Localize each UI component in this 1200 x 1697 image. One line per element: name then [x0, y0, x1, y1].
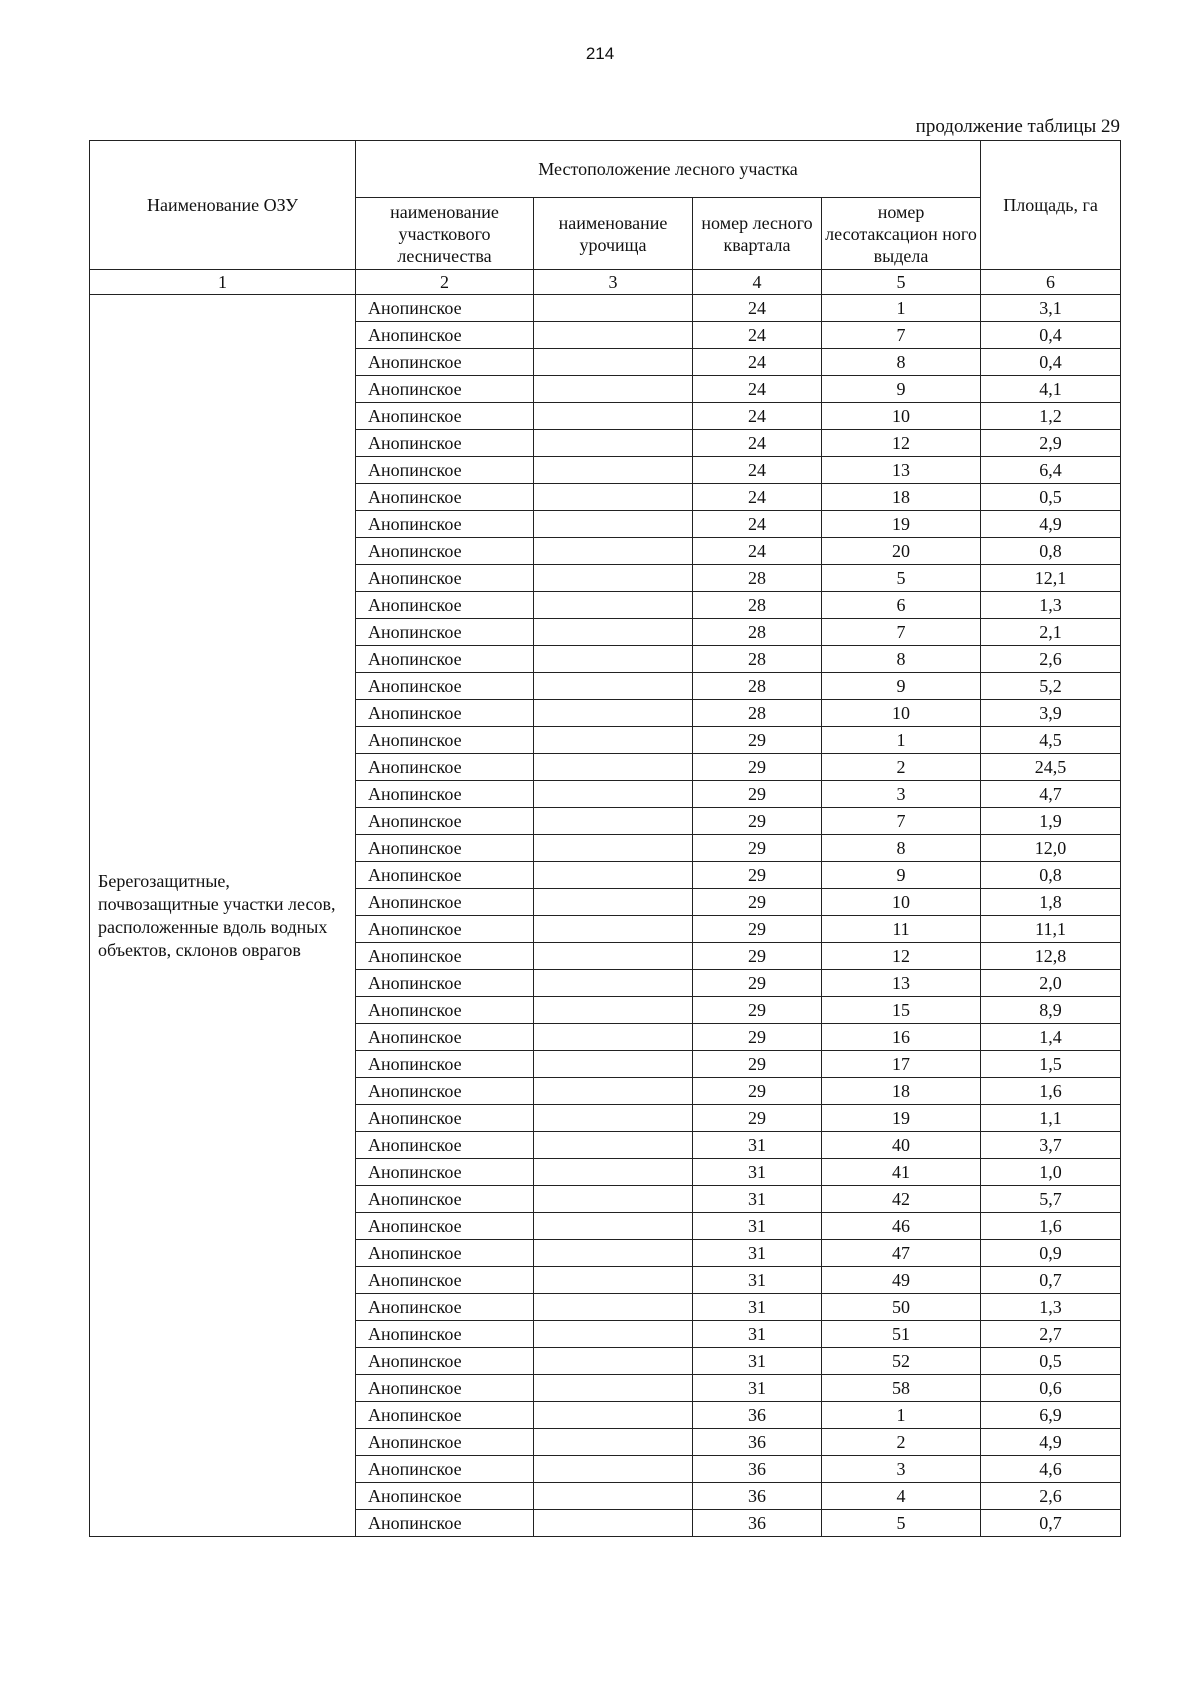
quarter-cell: 24 — [693, 349, 822, 376]
forestry-cell: Анопинское — [356, 1321, 534, 1348]
allotment-cell: 12 — [822, 430, 981, 457]
tract-cell — [534, 1024, 693, 1051]
forestry-cell: Анопинское — [356, 349, 534, 376]
forestry-cell: Анопинское — [356, 1078, 534, 1105]
header-tract-name: наименование урочища — [534, 198, 693, 270]
quarter-cell: 29 — [693, 1051, 822, 1078]
quarter-cell: 29 — [693, 889, 822, 916]
header-allotment-number: номер лесотаксацион ного выдела — [822, 198, 981, 270]
tract-cell — [534, 1429, 693, 1456]
allotment-cell: 18 — [822, 1078, 981, 1105]
page-number: 214 — [585, 44, 615, 63]
forestry-cell: Анопинское — [356, 538, 534, 565]
allotment-cell: 2 — [822, 754, 981, 781]
quarter-cell: 24 — [693, 538, 822, 565]
column-number: 6 — [981, 270, 1121, 295]
allotment-cell: 19 — [822, 511, 981, 538]
allotment-cell: 2 — [822, 1429, 981, 1456]
allotment-cell: 40 — [822, 1132, 981, 1159]
allotment-cell: 12 — [822, 943, 981, 970]
tract-cell — [534, 1510, 693, 1537]
forestry-cell: Анопинское — [356, 430, 534, 457]
quarter-cell: 29 — [693, 781, 822, 808]
tract-cell — [534, 538, 693, 565]
area-cell: 4,5 — [981, 727, 1121, 754]
forestry-cell: Анопинское — [356, 322, 534, 349]
area-cell: 1,1 — [981, 1105, 1121, 1132]
allotment-cell: 20 — [822, 538, 981, 565]
forestry-cell: Анопинское — [356, 484, 534, 511]
area-cell: 0,4 — [981, 322, 1121, 349]
quarter-cell: 31 — [693, 1375, 822, 1402]
area-cell: 0,6 — [981, 1375, 1121, 1402]
forestry-cell: Анопинское — [356, 1024, 534, 1051]
allotment-cell: 6 — [822, 592, 981, 619]
allotment-cell: 50 — [822, 1294, 981, 1321]
forestry-cell: Анопинское — [356, 700, 534, 727]
quarter-cell: 29 — [693, 970, 822, 997]
forestry-cell: Анопинское — [356, 1375, 534, 1402]
area-cell: 1,2 — [981, 403, 1121, 430]
allotment-cell: 13 — [822, 970, 981, 997]
allotment-cell: 3 — [822, 1456, 981, 1483]
quarter-cell: 28 — [693, 700, 822, 727]
allotment-cell: 5 — [822, 1510, 981, 1537]
area-cell: 1,3 — [981, 592, 1121, 619]
allotment-cell: 1 — [822, 295, 981, 322]
tract-cell — [534, 619, 693, 646]
area-cell: 1,5 — [981, 1051, 1121, 1078]
quarter-cell: 36 — [693, 1483, 822, 1510]
tract-cell — [534, 727, 693, 754]
forestry-cell: Анопинское — [356, 457, 534, 484]
forestry-cell: Анопинское — [356, 1105, 534, 1132]
allotment-cell: 8 — [822, 349, 981, 376]
tract-cell — [534, 295, 693, 322]
tract-cell — [534, 376, 693, 403]
tract-cell — [534, 1240, 693, 1267]
forestry-cell: Анопинское — [356, 1159, 534, 1186]
allotment-cell: 10 — [822, 403, 981, 430]
forestry-cell: Анопинское — [356, 403, 534, 430]
quarter-cell: 29 — [693, 1024, 822, 1051]
forestry-cell: Анопинское — [356, 997, 534, 1024]
area-cell: 1,8 — [981, 889, 1121, 916]
tract-cell — [534, 997, 693, 1024]
tract-cell — [534, 484, 693, 511]
area-cell: 1,3 — [981, 1294, 1121, 1321]
header-area: Площадь, га — [981, 141, 1121, 270]
quarter-cell: 24 — [693, 322, 822, 349]
header-quarter-number: номер лесного квартала — [693, 198, 822, 270]
allotment-cell: 1 — [822, 1402, 981, 1429]
area-cell: 0,7 — [981, 1267, 1121, 1294]
quarter-cell: 36 — [693, 1510, 822, 1537]
forestry-cell: Анопинское — [356, 1294, 534, 1321]
area-cell: 12,0 — [981, 835, 1121, 862]
area-cell: 4,7 — [981, 781, 1121, 808]
forestry-cell: Анопинское — [356, 970, 534, 997]
quarter-cell: 24 — [693, 376, 822, 403]
quarter-cell: 29 — [693, 997, 822, 1024]
forestry-cell: Анопинское — [356, 511, 534, 538]
tract-cell — [534, 862, 693, 889]
area-cell: 2,0 — [981, 970, 1121, 997]
quarter-cell: 31 — [693, 1132, 822, 1159]
forestry-cell: Анопинское — [356, 1510, 534, 1537]
area-cell: 1,4 — [981, 1024, 1121, 1051]
allotment-cell: 8 — [822, 835, 981, 862]
allotment-cell: 17 — [822, 1051, 981, 1078]
area-cell: 0,5 — [981, 484, 1121, 511]
forestry-cell: Анопинское — [356, 943, 534, 970]
tract-cell — [534, 349, 693, 376]
tract-cell — [534, 781, 693, 808]
tract-cell — [534, 430, 693, 457]
area-cell: 2,9 — [981, 430, 1121, 457]
area-cell: 3,9 — [981, 700, 1121, 727]
allotment-cell: 18 — [822, 484, 981, 511]
quarter-cell: 31 — [693, 1348, 822, 1375]
forest-plots-table — [89, 140, 1121, 1537]
area-cell: 2,6 — [981, 1483, 1121, 1510]
quarter-cell: 24 — [693, 430, 822, 457]
quarter-cell: 24 — [693, 511, 822, 538]
forestry-cell: Анопинское — [356, 1267, 534, 1294]
area-cell: 1,6 — [981, 1213, 1121, 1240]
forestry-cell: Анопинское — [356, 889, 534, 916]
quarter-cell: 31 — [693, 1159, 822, 1186]
forestry-cell: Анопинское — [356, 1213, 534, 1240]
area-cell: 0,9 — [981, 1240, 1121, 1267]
tract-cell — [534, 1078, 693, 1105]
allotment-cell: 46 — [822, 1213, 981, 1240]
quarter-cell: 29 — [693, 916, 822, 943]
quarter-cell: 31 — [693, 1321, 822, 1348]
table-body — [90, 295, 1121, 1537]
forestry-cell: Анопинское — [356, 727, 534, 754]
header-forestry-name: наименование участкового лесничества — [356, 198, 534, 270]
area-cell: 4,6 — [981, 1456, 1121, 1483]
allotment-cell: 47 — [822, 1240, 981, 1267]
table-continuation-label: продолжение таблицы 29 — [915, 116, 1120, 137]
tract-cell — [534, 1105, 693, 1132]
forestry-cell: Анопинское — [356, 295, 534, 322]
area-cell: 1,9 — [981, 808, 1121, 835]
quarter-cell: 28 — [693, 646, 822, 673]
area-cell: 0,7 — [981, 1510, 1121, 1537]
tract-cell — [534, 1321, 693, 1348]
area-cell: 4,9 — [981, 511, 1121, 538]
column-number: 1 — [90, 270, 356, 295]
area-cell: 24,5 — [981, 754, 1121, 781]
tract-cell — [534, 1456, 693, 1483]
column-number: 3 — [534, 270, 693, 295]
tract-cell — [534, 970, 693, 997]
quarter-cell: 36 — [693, 1429, 822, 1456]
area-cell: 6,4 — [981, 457, 1121, 484]
quarter-cell: 29 — [693, 1105, 822, 1132]
allotment-cell: 9 — [822, 673, 981, 700]
tract-cell — [534, 511, 693, 538]
tract-cell — [534, 322, 693, 349]
forestry-cell: Анопинское — [356, 916, 534, 943]
quarter-cell: 31 — [693, 1294, 822, 1321]
forestry-cell: Анопинское — [356, 1132, 534, 1159]
allotment-cell: 10 — [822, 700, 981, 727]
column-number: 5 — [822, 270, 981, 295]
allotment-cell: 42 — [822, 1186, 981, 1213]
allotment-cell: 13 — [822, 457, 981, 484]
forestry-cell: Анопинское — [356, 1483, 534, 1510]
tract-cell — [534, 889, 693, 916]
column-number: 4 — [693, 270, 822, 295]
allotment-cell: 15 — [822, 997, 981, 1024]
area-cell: 12,8 — [981, 943, 1121, 970]
allotment-cell: 52 — [822, 1348, 981, 1375]
quarter-cell: 29 — [693, 862, 822, 889]
area-cell: 0,8 — [981, 538, 1121, 565]
quarter-cell: 28 — [693, 673, 822, 700]
quarter-cell: 24 — [693, 457, 822, 484]
allotment-cell: 49 — [822, 1267, 981, 1294]
tract-cell — [534, 1132, 693, 1159]
area-cell: 1,0 — [981, 1159, 1121, 1186]
tract-cell — [534, 1483, 693, 1510]
allotment-cell: 41 — [822, 1159, 981, 1186]
tract-cell — [534, 700, 693, 727]
tract-cell — [534, 592, 693, 619]
quarter-cell: 28 — [693, 565, 822, 592]
allotment-cell: 16 — [822, 1024, 981, 1051]
quarter-cell: 24 — [693, 295, 822, 322]
ozu-category-name: Берегозащитные, почвозащитные участки лесов, расположенные вдоль водных объектов, склонов оврагов — [90, 295, 356, 1537]
quarter-cell: 31 — [693, 1267, 822, 1294]
tract-cell — [534, 457, 693, 484]
tract-cell — [534, 1051, 693, 1078]
area-cell: 0,8 — [981, 862, 1121, 889]
quarter-cell: 31 — [693, 1186, 822, 1213]
allotment-cell: 3 — [822, 781, 981, 808]
quarter-cell: 29 — [693, 808, 822, 835]
forestry-cell: Анопинское — [356, 808, 534, 835]
column-number: 2 — [356, 270, 534, 295]
allotment-cell: 4 — [822, 1483, 981, 1510]
area-cell: 4,1 — [981, 376, 1121, 403]
area-cell: 3,1 — [981, 295, 1121, 322]
allotment-cell: 7 — [822, 322, 981, 349]
quarter-cell: 36 — [693, 1456, 822, 1483]
forestry-cell: Анопинское — [356, 781, 534, 808]
area-cell: 0,4 — [981, 349, 1121, 376]
area-cell: 2,6 — [981, 646, 1121, 673]
header-location-group: Местоположение лесного участка — [356, 141, 981, 198]
area-cell: 12,1 — [981, 565, 1121, 592]
forestry-cell: Анопинское — [356, 592, 534, 619]
forestry-cell: Анопинское — [356, 754, 534, 781]
forestry-cell: Анопинское — [356, 1402, 534, 1429]
tract-cell — [534, 403, 693, 430]
area-cell: 5,2 — [981, 673, 1121, 700]
tract-cell — [534, 754, 693, 781]
quarter-cell: 24 — [693, 403, 822, 430]
forestry-cell: Анопинское — [356, 646, 534, 673]
quarter-cell: 29 — [693, 754, 822, 781]
quarter-cell: 29 — [693, 835, 822, 862]
tract-cell — [534, 1402, 693, 1429]
forestry-cell: Анопинское — [356, 1429, 534, 1456]
allotment-cell: 7 — [822, 808, 981, 835]
area-cell: 3,7 — [981, 1132, 1121, 1159]
forestry-cell: Анопинское — [356, 1186, 534, 1213]
tract-cell — [534, 1267, 693, 1294]
tract-cell — [534, 916, 693, 943]
forestry-cell: Анопинское — [356, 376, 534, 403]
area-cell: 1,6 — [981, 1078, 1121, 1105]
allotment-cell: 58 — [822, 1375, 981, 1402]
tract-cell — [534, 646, 693, 673]
area-cell: 2,1 — [981, 619, 1121, 646]
allotment-cell: 10 — [822, 889, 981, 916]
allotment-cell: 11 — [822, 916, 981, 943]
area-cell: 8,9 — [981, 997, 1121, 1024]
allotment-cell: 9 — [822, 862, 981, 889]
allotment-cell: 5 — [822, 565, 981, 592]
area-cell: 0,5 — [981, 1348, 1121, 1375]
tract-cell — [534, 943, 693, 970]
table-row — [90, 295, 1121, 322]
tract-cell — [534, 1213, 693, 1240]
forestry-cell: Анопинское — [356, 673, 534, 700]
tract-cell — [534, 1159, 693, 1186]
quarter-cell: 29 — [693, 1078, 822, 1105]
quarter-cell: 24 — [693, 484, 822, 511]
tract-cell — [534, 673, 693, 700]
forestry-cell: Анопинское — [356, 1348, 534, 1375]
quarter-cell: 29 — [693, 727, 822, 754]
forestry-cell: Анопинское — [356, 565, 534, 592]
forestry-cell: Анопинское — [356, 862, 534, 889]
forestry-cell: Анопинское — [356, 835, 534, 862]
quarter-cell: 31 — [693, 1213, 822, 1240]
forestry-cell: Анопинское — [356, 1051, 534, 1078]
area-cell: 5,7 — [981, 1186, 1121, 1213]
allotment-cell: 7 — [822, 619, 981, 646]
tract-cell — [534, 1375, 693, 1402]
tract-cell — [534, 565, 693, 592]
quarter-cell: 36 — [693, 1402, 822, 1429]
allotment-cell: 8 — [822, 646, 981, 673]
forestry-cell: Анопинское — [356, 619, 534, 646]
tract-cell — [534, 1294, 693, 1321]
quarter-cell: 29 — [693, 943, 822, 970]
tract-cell — [534, 808, 693, 835]
quarter-cell: 28 — [693, 619, 822, 646]
tract-cell — [534, 1348, 693, 1375]
forestry-cell: Анопинское — [356, 1240, 534, 1267]
header-ozu-name: Наименование ОЗУ — [90, 141, 356, 270]
quarter-cell: 31 — [693, 1240, 822, 1267]
allotment-cell: 19 — [822, 1105, 981, 1132]
allotment-cell: 9 — [822, 376, 981, 403]
header-column-numbers — [90, 270, 1121, 295]
quarter-cell: 28 — [693, 592, 822, 619]
forestry-cell: Анопинское — [356, 1456, 534, 1483]
tract-cell — [534, 1186, 693, 1213]
area-cell: 6,9 — [981, 1402, 1121, 1429]
area-cell: 2,7 — [981, 1321, 1121, 1348]
area-cell: 4,9 — [981, 1429, 1121, 1456]
table-header — [90, 141, 1121, 295]
allotment-cell: 51 — [822, 1321, 981, 1348]
area-cell: 11,1 — [981, 916, 1121, 943]
tract-cell — [534, 835, 693, 862]
allotment-cell: 1 — [822, 727, 981, 754]
